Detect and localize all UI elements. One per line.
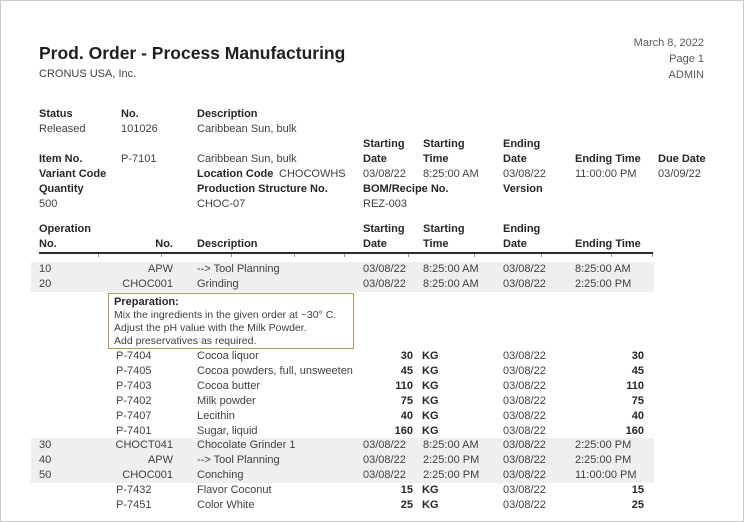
component-description: Cocoa powders, full, unsweeten [197, 365, 353, 377]
operation-no: 40 [39, 454, 52, 466]
op-ending-date: 03/08/22 [503, 454, 546, 466]
op-ending-date: 03/08/22 [503, 278, 546, 290]
schedule-labels-row-1 [1, 138, 744, 153]
component-item-no: P-7407 [116, 410, 152, 422]
order-values-row [1, 123, 744, 138]
operation-description: --> Tool Planning [197, 454, 280, 466]
op-ending-date: 03/08/22 [503, 263, 546, 275]
column-tick [231, 254, 232, 257]
table-header-row-1 [1, 223, 744, 238]
operation-description: Chocolate Grinder 1 [197, 439, 296, 451]
component-description: Color White [197, 499, 255, 511]
component-remaining-qty: 25 [631, 499, 644, 511]
component-row [1, 483, 744, 498]
item-description-value: Caribbean Sun, bulk [197, 153, 297, 165]
quantity-value: 500 [39, 198, 58, 210]
component-item-no: P-7405 [116, 365, 152, 377]
operation-no: 30 [39, 439, 52, 451]
ending-date-label-2: Date [503, 153, 527, 165]
ending-date-label-1: Ending [503, 138, 541, 150]
col-starting-word-2: Starting [423, 223, 465, 235]
column-tick [474, 254, 475, 257]
component-item-no: P-7402 [116, 395, 152, 407]
component-date: 03/08/22 [503, 499, 546, 511]
op-starting-date: 03/08/22 [363, 263, 406, 275]
col-operation-no: No. [39, 238, 57, 250]
col-starting-word-1: Starting [363, 223, 405, 235]
component-uom: KG [422, 499, 439, 511]
operation-row [1, 277, 744, 292]
component-uom: KG [422, 380, 439, 392]
column-tick [652, 254, 653, 257]
report-title: Prod. Order - Process Manufacturing [39, 43, 346, 63]
component-description: Lecithin [197, 410, 235, 422]
op-ending-time: 2:25:00 PM [575, 439, 632, 451]
location-code-label: Location Code [197, 168, 274, 180]
op-starting-date: 03/08/22 [363, 439, 406, 451]
user-id: ADMIN [668, 69, 704, 81]
component-row [1, 424, 744, 439]
work-center-no: APW [147, 454, 173, 466]
order-no-label: No. [121, 108, 139, 120]
component-uom: KG [422, 425, 439, 437]
work-center-no: APW [147, 263, 173, 275]
preparation-note-title: Preparation: [114, 296, 179, 308]
component-row [1, 394, 744, 409]
bom-recipe-label: BOM/Recipe No. [363, 183, 449, 195]
preparation-note-line: Adjust the pH value with the Milk Powder. [114, 322, 307, 334]
component-remaining-qty: 110 [626, 380, 644, 392]
component-quantity: 15 [400, 484, 413, 496]
work-center-no: CHOCT041 [115, 439, 173, 451]
operation-description: --> Tool Planning [197, 263, 280, 275]
operation-no: 50 [39, 469, 52, 481]
bom-recipe-value: REZ-003 [363, 198, 408, 210]
component-date: 03/08/22 [503, 484, 546, 496]
operation-description: Grinding [197, 278, 239, 290]
starting-time-label-1: Starting [423, 138, 465, 150]
operation-no: 10 [39, 263, 52, 275]
component-row [1, 379, 744, 394]
operation-row [1, 468, 744, 483]
component-description: Sugar, liquid [197, 425, 258, 437]
ending-time-label: Ending Time [575, 153, 641, 165]
component-quantity: 25 [400, 499, 413, 511]
item-no-label: Item No. [39, 153, 83, 165]
column-tick [408, 254, 409, 257]
col-ending-date: Date [503, 238, 527, 250]
component-date: 03/08/22 [503, 380, 546, 392]
col-no: No. [155, 238, 173, 250]
component-item-no: P-7403 [116, 380, 152, 392]
work-center-no: CHOC001 [122, 278, 173, 290]
column-tick [611, 254, 612, 257]
starting-time-label-2: Time [423, 153, 449, 165]
col-ending-word: Ending [503, 223, 541, 235]
operation-header-word: Operation [39, 223, 91, 235]
quantity-label: Quantity [39, 183, 84, 195]
component-description: Milk powder [197, 395, 256, 407]
status-value: Released [39, 123, 86, 135]
operation-row [1, 438, 744, 453]
quantity-structure-values-row [1, 198, 744, 213]
preparation-note [108, 293, 354, 349]
component-description: Flavor Coconut [197, 484, 272, 496]
column-tick [344, 254, 345, 257]
quantity-structure-row [1, 183, 744, 198]
component-description: Cocoa liquor [197, 350, 259, 362]
col-ending-time: Ending Time [575, 238, 641, 250]
due-date-value: 03/09/22 [658, 168, 701, 180]
op-starting-date: 03/08/22 [363, 278, 406, 290]
component-remaining-qty: 45 [631, 365, 644, 377]
op-ending-time: 2:25:00 PM [575, 278, 632, 290]
preparation-note-line: Mix the ingredients in the given order at ~30° C. [114, 309, 337, 321]
operation-description: Conching [197, 469, 244, 481]
header-rule [39, 252, 653, 254]
op-ending-date: 03/08/22 [503, 469, 546, 481]
component-uom: KG [422, 350, 439, 362]
op-starting-time: 8:25:00 AM [423, 278, 479, 290]
col-starting-date: Date [363, 238, 387, 250]
component-description: Cocoa butter [197, 380, 260, 392]
due-date-label: Due Date [658, 153, 706, 165]
component-uom: KG [422, 410, 439, 422]
op-starting-time: 2:25:00 PM [423, 454, 480, 466]
production-structure-label: Production Structure No. [197, 183, 328, 195]
component-remaining-qty: 15 [631, 484, 644, 496]
component-item-no: P-7401 [116, 425, 152, 437]
company-name: CRONUS USA, Inc. [39, 68, 137, 80]
column-tick [294, 254, 295, 257]
table-header-row-2 [1, 238, 744, 253]
component-remaining-qty: 30 [631, 350, 644, 362]
component-quantity: 30 [400, 350, 413, 362]
op-ending-time: 8:25:00 AM [575, 263, 631, 275]
starting-date-value: 03/08/22 [363, 168, 406, 180]
work-center-no: CHOC001 [122, 469, 173, 481]
item-row [1, 153, 744, 168]
description-value: Caribbean Sun, bulk [197, 123, 297, 135]
component-remaining-qty: 75 [631, 395, 644, 407]
order-labels-row [1, 108, 744, 123]
component-row [1, 409, 744, 424]
component-date: 03/08/22 [503, 410, 546, 422]
column-tick [541, 254, 542, 257]
component-uom: KG [422, 395, 439, 407]
component-quantity: 45 [400, 365, 413, 377]
op-ending-date: 03/08/22 [503, 439, 546, 451]
op-ending-time: 2:25:00 PM [575, 454, 632, 466]
col-starting-time: Time [423, 238, 449, 250]
component-item-no: P-7432 [116, 484, 152, 496]
component-quantity: 75 [400, 395, 413, 407]
component-date: 03/08/22 [503, 425, 546, 437]
operation-no: 20 [39, 278, 52, 290]
ending-time-value: 11:00:00 PM [575, 168, 637, 180]
description-label: Description [197, 108, 258, 120]
component-row [1, 349, 744, 364]
component-uom: KG [422, 484, 439, 496]
variant-code-label: Variant Code [39, 168, 107, 180]
component-quantity: 110 [395, 380, 413, 392]
op-starting-date: 03/08/22 [363, 469, 406, 481]
column-tick [98, 254, 99, 257]
component-quantity: 160 [394, 425, 413, 437]
component-row [1, 498, 744, 513]
op-starting-time: 8:25:00 AM [423, 439, 479, 451]
component-item-no: P-7451 [116, 499, 152, 511]
page-number: Page 1 [669, 53, 704, 65]
report-date: March 8, 2022 [633, 37, 704, 49]
starting-time-value: 8:25:00 AM [423, 168, 479, 180]
component-uom: KG [422, 365, 439, 377]
item-no-value: P-7101 [121, 153, 157, 165]
component-remaining-qty: 160 [625, 425, 644, 437]
op-starting-time: 2:25:00 PM [423, 469, 480, 481]
component-date: 03/08/22 [503, 365, 546, 377]
op-ending-time: 11:00:00 PM [575, 469, 637, 481]
location-code-value: CHOCOWHS [279, 168, 346, 180]
order-no-value: 101026 [121, 123, 158, 135]
component-item-no: P-7404 [116, 350, 152, 362]
component-date: 03/08/22 [503, 350, 546, 362]
operation-row [1, 453, 744, 468]
ending-date-value: 03/08/22 [503, 168, 546, 180]
production-structure-value: CHOC-07 [197, 198, 246, 210]
status-label: Status [39, 108, 73, 120]
starting-date-label-1: Starting [363, 138, 405, 150]
col-description: Description [197, 238, 258, 250]
component-date: 03/08/22 [503, 395, 546, 407]
op-starting-date: 03/08/22 [363, 454, 406, 466]
column-tick [161, 254, 162, 257]
variant-location-row [1, 168, 744, 183]
starting-date-label-2: Date [363, 153, 387, 165]
component-row [1, 364, 744, 379]
component-remaining-qty: 40 [631, 410, 644, 422]
component-quantity: 40 [400, 410, 413, 422]
version-label: Version [503, 183, 543, 195]
operation-row [1, 262, 744, 277]
preparation-note-line: Add preservatives as required. [114, 335, 257, 347]
op-starting-time: 8:25:00 AM [423, 263, 479, 275]
